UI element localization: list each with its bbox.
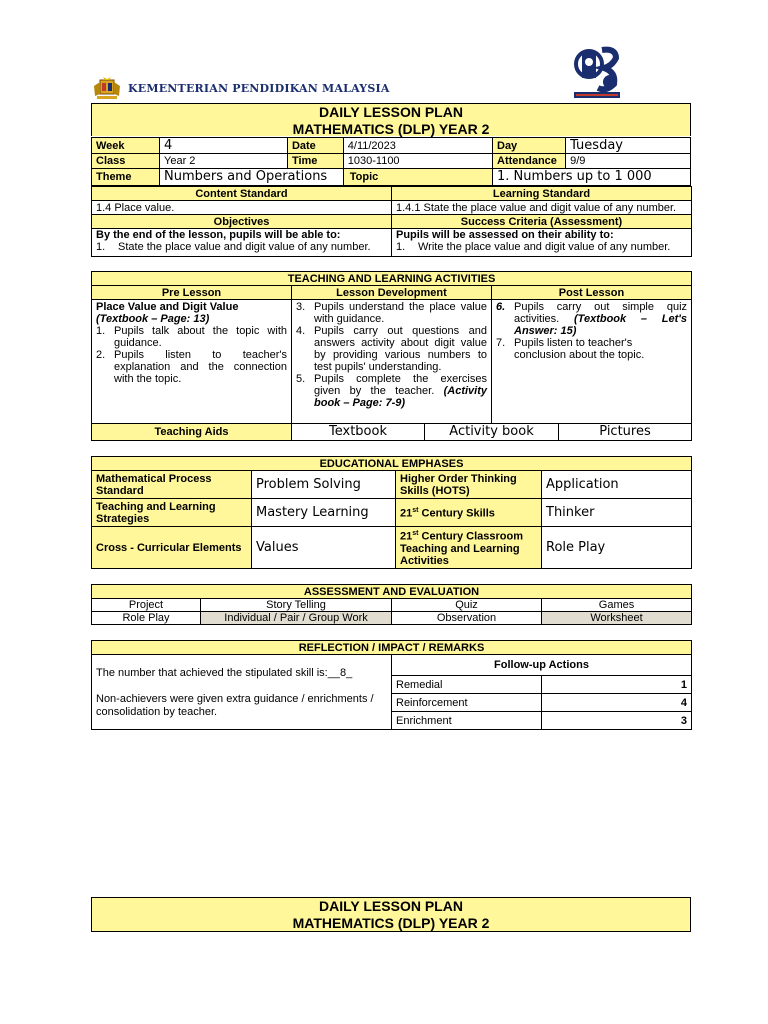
teaching-aid-2: Activity book [425, 424, 559, 441]
week-value: 4 [160, 138, 288, 154]
c21-skills-value: Thinker [542, 499, 692, 527]
reflection-table [91, 640, 692, 730]
list-item: 3. Pupils understand the place value with guidance. [296, 301, 487, 325]
week-label: Week [92, 138, 160, 154]
achieved-text: The number that achieved the stipulated skill is:__8_ [96, 667, 353, 679]
theme-value: Numbers and Operations [160, 169, 344, 186]
activities-title: TEACHING AND LEARNING ACTIVITIES [92, 272, 692, 286]
remedial-label: Remedial [392, 676, 542, 694]
c21-skills-label: 21st Century Skills [396, 499, 542, 527]
list-item: 4. Pupils carry out questions and answers activity about digit value by providing various numbers to test pupils' understanding. [296, 325, 487, 373]
teaching-aid-3: Pictures [559, 424, 692, 441]
follow-up-label: Follow-up Actions [392, 655, 692, 676]
assessment-observation: Observation [392, 612, 542, 625]
topic-label: Topic [343, 169, 492, 186]
lesson-development-list [296, 301, 487, 409]
reinforcement-label: Reinforcement [392, 694, 542, 712]
ministry-name: KEMENTERIAN PENDIDIKAN MALAYSIA [128, 82, 390, 95]
success-text: Write the place value and digit value of any number. [418, 241, 671, 253]
success-number: 1. [396, 241, 406, 253]
objectives-label: Objectives [92, 215, 392, 229]
list-item: 2. Pupils listen to teacher's explanation and the connection with the topic. [96, 349, 287, 385]
time-value: 1030-1100 [343, 154, 492, 169]
list-item: 7. Pupils listen to teacher's conclusion about the topic. [496, 337, 645, 361]
cce-label: Cross - Curricular Elements [92, 527, 252, 569]
textbook-reference: (Textbook – Let's Answer: 15) [514, 313, 687, 337]
objectives-intro: By the end of the lesson, pupils will be able to: [96, 229, 341, 241]
assessment-project: Project [92, 599, 201, 612]
post-lesson-cell [492, 300, 692, 424]
lesson-development-label: Lesson Development [292, 286, 492, 300]
activities-table [91, 271, 692, 441]
enrichment-label: Enrichment [392, 712, 542, 730]
pre-lesson-label: Pre Lesson [92, 286, 292, 300]
attendance-value: 9/9 [566, 154, 691, 169]
plan-subtitle: MATHEMATICS (DLP) YEAR 2 [292, 121, 490, 137]
day-label: Day [493, 138, 566, 154]
cce-value: Values [252, 527, 396, 569]
assessment-table [91, 584, 692, 625]
mps-label: Mathematical Process Standard [92, 471, 252, 499]
assessment-title: ASSESSMENT AND EVALUATION [92, 585, 692, 599]
reflection-remarks-cell [92, 655, 392, 730]
ministry-crest-icon [92, 76, 122, 102]
assessment-quiz: Quiz [392, 599, 542, 612]
day-value: Tuesday [566, 138, 691, 154]
post-lesson-list [496, 301, 687, 361]
next-plan-subtitle: MATHEMATICS (DLP) YEAR 2 [292, 915, 490, 931]
attendance-label: Attendance [493, 154, 566, 169]
hots-label: Higher Order Thinking Skills (HOTS) [396, 471, 542, 499]
content-standard-label: Content Standard [92, 187, 392, 201]
non-achievers-text: Non-achievers were given extra guidance / enrichments / consolidation by teacher. [96, 693, 374, 718]
teaching-aid-1: Textbook [292, 424, 425, 441]
learning-standard: 1.4.1 State the place value and digit value of any number. [392, 201, 692, 215]
tls-label: Teaching and Learning Strategies [92, 499, 252, 527]
assessment-games: Games [542, 599, 692, 612]
ctla-label: 21st Century Classroom Teaching and Learning Activities [396, 527, 542, 569]
learning-standard-label: Learning Standard [392, 187, 692, 201]
time-label: Time [287, 154, 343, 169]
post-lesson-label: Post Lesson [492, 286, 692, 300]
success-intro: Pupils will be assessed on their ability to: [396, 229, 614, 241]
assessment-role-play: Role Play [92, 612, 201, 625]
standards-table [91, 186, 692, 257]
pre-lesson-cell [92, 300, 292, 424]
enrichment-value: 3 [542, 712, 692, 730]
content-standard: 1.4 Place value. [92, 201, 392, 215]
emphases-table [91, 456, 692, 569]
list-item: 1. Pupils talk about the topic with guidance. [96, 325, 287, 349]
assessment-worksheet: Worksheet [542, 612, 692, 625]
emphases-title: EDUCATIONAL EMPHASES [92, 457, 692, 471]
success-criteria-cell [392, 229, 692, 257]
date-label: Date [287, 138, 343, 154]
list-item: 5. Pupils complete the exercises given by the teacher. (Activity book – Page: 7-9) [296, 373, 487, 409]
school-logo-icon [572, 44, 622, 102]
remedial-value: 1 [542, 676, 692, 694]
teaching-aids-label: Teaching Aids [92, 424, 292, 441]
mps-value: Problem Solving [252, 471, 396, 499]
objectives-cell [92, 229, 392, 257]
date-value: 4/11/2023 [343, 138, 492, 154]
pre-lesson-heading: Place Value and Digit Value [96, 301, 239, 313]
lesson-development-cell [292, 300, 492, 424]
lesson-info-table [91, 137, 691, 186]
success-criteria-label: Success Criteria (Assessment) [392, 215, 692, 229]
class-label: Class [92, 154, 160, 169]
list-item: 6. Pupils carry out simple quiz activities. (Textbook – Let's Answer: 15) [496, 301, 688, 337]
class-value: Year 2 [160, 154, 288, 169]
ctla-value: Role Play [542, 527, 692, 569]
assessment-story-telling: Story Telling [201, 599, 392, 612]
reinforcement-value: 4 [542, 694, 692, 712]
pre-lesson-reference: (Textbook – Page: 13) [96, 313, 210, 325]
theme-label: Theme [92, 169, 160, 186]
tls-value: Mastery Learning [252, 499, 396, 527]
next-plan-title: DAILY LESSON PLAN [319, 898, 463, 914]
next-plan-title-box [91, 897, 691, 932]
plan-title: DAILY LESSON PLAN [319, 104, 463, 120]
hots-value: Application [542, 471, 692, 499]
plan-title-box [91, 103, 691, 136]
activity-book-reference: (Activity book – Page: 7-9) [314, 385, 487, 409]
reflection-title: REFLECTION / IMPACT / REMARKS [92, 641, 692, 655]
topic-value: 1. Numbers up to 1 000 [493, 169, 691, 186]
pre-lesson-list [96, 325, 287, 385]
objective-number: 1. [96, 241, 106, 253]
objective-text: State the place value and digit value of any number. [118, 241, 371, 253]
assessment-group-work: Individual / Pair / Group Work [201, 612, 392, 625]
